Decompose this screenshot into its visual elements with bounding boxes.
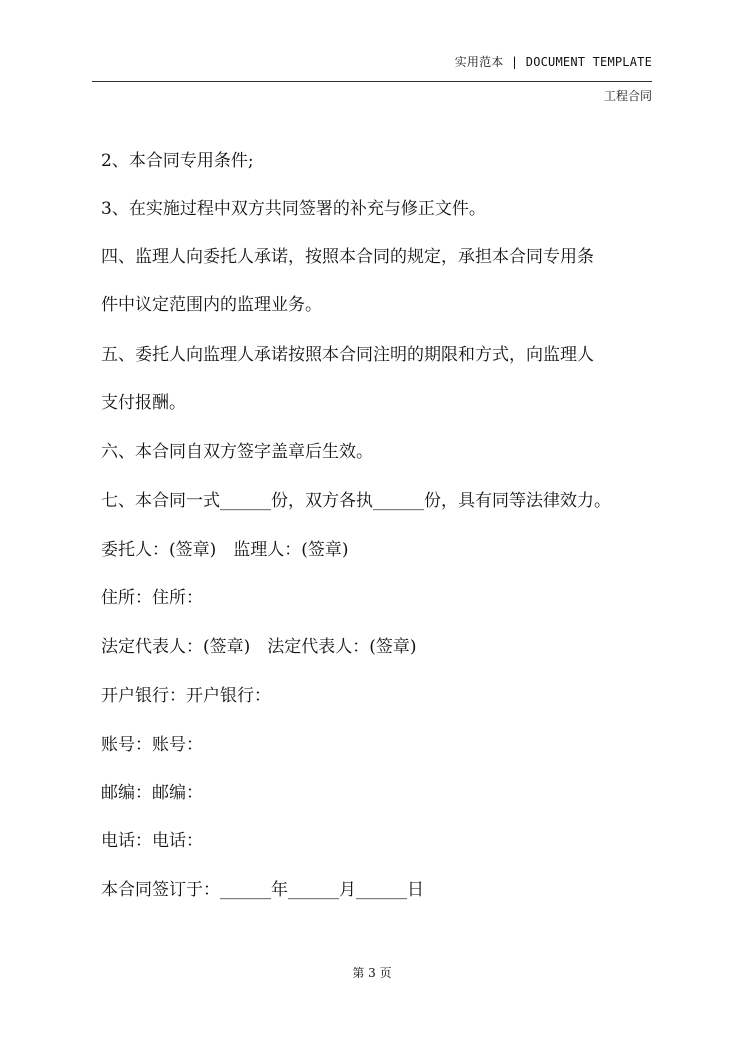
signing-date-line: 本合同签订于：______年______月______日 bbox=[101, 880, 424, 900]
paragraph-4-line-2: 支付报酬。 bbox=[101, 393, 186, 413]
page-number: 第 3 页 bbox=[352, 966, 392, 980]
address-line: 住所：住所： bbox=[101, 588, 203, 608]
header-title: 实用范本 | DOCUMENT TEMPLATE bbox=[454, 55, 652, 69]
paragraph-2: 3、在实施过程中双方共同签署的补充与修正文件。 bbox=[101, 199, 486, 219]
phone-line: 电话：电话： bbox=[101, 831, 203, 851]
paragraph-3-line-2: 件中议定范围内的监理业务。 bbox=[101, 295, 322, 315]
header-subtitle: 工程合同 bbox=[603, 89, 652, 103]
signature-line: 委托人：(签章) 监理人：(签章) bbox=[101, 540, 349, 560]
paragraph-6: 七、本合同一式______份，双方各执______份，具有同等法律效力。 bbox=[101, 491, 611, 511]
paragraph-3-line-1: 四、监理人向委托人承诺，按照本合同的规定，承担本合同专用条 bbox=[101, 247, 594, 267]
account-line: 账号：账号： bbox=[101, 735, 203, 755]
postcode-line: 邮编：邮编： bbox=[101, 783, 203, 803]
legal-rep-line: 法定代表人：(签章) 法定代表人：(签章) bbox=[101, 637, 417, 657]
paragraph-4-line-1: 五、委托人向监理人承诺按照本合同注明的期限和方式，向监理人 bbox=[101, 345, 594, 365]
bank-line: 开户银行：开户银行： bbox=[101, 686, 271, 706]
header-divider bbox=[92, 81, 652, 82]
paragraph-5: 六、本合同自双方签字盖章后生效。 bbox=[101, 442, 373, 462]
paragraph-1: 2、本合同专用条件; bbox=[101, 151, 254, 171]
